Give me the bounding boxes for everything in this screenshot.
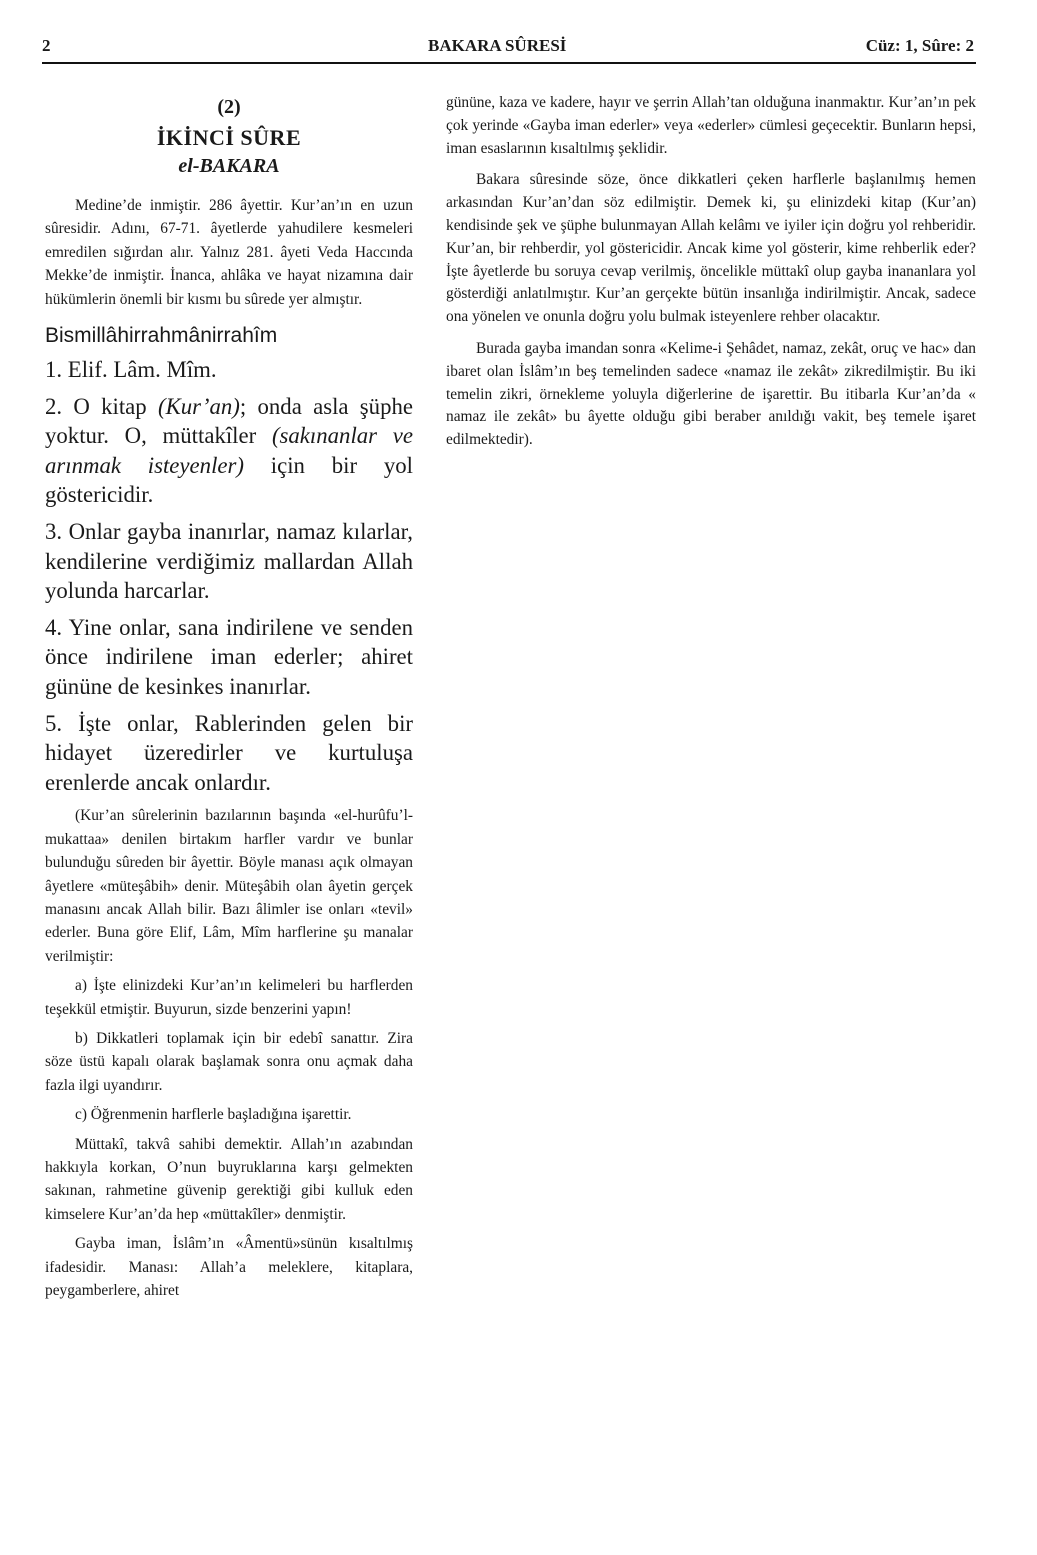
verse-2-part-c: ; onda asla şüphe yoktur. O, müttakîler: [45, 393, 413, 449]
surah-title: İKİNCİ SÛRE: [156, 125, 302, 150]
surah-subtitle: el-BAKARA: [178, 155, 280, 177]
commentary-namaz-zekat: Burada gayba imandan sonra «Kelime-i Şehâdet, namaz, zekât, oruç ve hac» dan ibaret olan İslâm’ın beş temelinden sadece «namaz ile zekât» zikredilmiştir. Bu iki temelin zikri, örnekleme yoluyla diğerlerine de işarettir. Bu itibarla Kur’an’da « namaz ile zekât» bu âyette olduğu gibi beraber anıldığı vakit, beş temele işaret edilmektedir).: [446, 339, 976, 449]
commentary-paragraph: (Kur’an sûrelerinin bazılarının başında «el-hurûfu’l-mukattaa» denilen birtakım harfler vardır ve bunlar bulunduğu sûreden bir âyettir. Böyle manası açık olmayan âyetlere «müteşâbih» denir. Müteşâbih olan âyetin gerçek manasını ancak Allah bilir. Bazı âlimler ise onları «tevil» ederler. Buna göre Elif, Lâm, Mîm harflerine şu manalar verilmiştir:: [45, 807, 413, 965]
verse-2-part-a: 2. O kitap: [45, 393, 158, 419]
verse-2-italic-kuran: (Kur’an): [157, 393, 240, 419]
bismillah: Bismillâhirrahmânirrahîm: [45, 324, 278, 348]
verse-2-part-e: için bir yol göstericidir.: [45, 452, 413, 508]
commentary-item-b: b) Dikkatleri toplamak için bir edebî sanattır. Zira söze üstü kapalı olarak başlamak sonra onu açmak daha fazla ilgi uyandırır.: [45, 1030, 413, 1094]
commentary-bakara: Bakara sûresinde söze, önce dikkatleri çeken harflerle başlanılmış hemen arkasından Kur’an’dan söz edilmiştir. Demek ki, şu elinizdeki kitap (Kur’an) kendisinde şek ve şüphe bulunmayan Allah kelâmı ve iyiler için doğru yol rehberidir. Kur’an, bir rehberdir, yol göstericidir. Ancak kime yol gösterir, kime rehberlik eder? İşte âyetlerde bu soruya cevap verilmiş, öncelikle müttakî olup gayba inananlara yol gösterdiği anlatılmıştır. Kur’an gerçekte bütün insanlığa indirilmiştir. Ancak, sadece ona yönelen ve onunla doğru yolu bulmak isteyenlere rehber olacaktır.: [446, 171, 976, 326]
surah-intro: Medine’de inmiştir. 286 âyettir. Kur’an’ın en uzun sûresidir. Adını, 67-71. âyetlerde yahudilere kesmeleri emredilen sığırdan alır. Yalnız 281. âyeti Veda Haccında Mekke’de inmiştir. İnanca, ahlâka ve hayat nizamına dair hükümlerin önemli bir kısmı bu sûrede yer almıştır.: [45, 197, 413, 308]
verse-2: [45, 392, 413, 510]
page-header: [42, 36, 976, 64]
commentary-continuation: gününe, kaza ve kadere, hayır ve şerrin Allah’tan olduğuna inanmaktır. Kur’an’ın pek çok yerinde «Gayba iman ederler» veya «ederler» cümlesi geçecektir. Bunların hepsi, iman esaslarının kısaltılmış şeklidir.: [446, 94, 976, 157]
running-title: BAKARA SÛRESİ: [428, 36, 567, 55]
verse-5: 5. İşte onlar, Rablerinden gelen bir hidayet üzeredirler ve kurtuluşa erenlerde ancak onlardır.: [45, 710, 413, 795]
verse-2-italic-gloss: (sakınanlar ve arınmak isteyenler): [45, 423, 413, 478]
surah-number: (2): [217, 96, 241, 118]
verse-1: 1. Elif. Lâm. Mîm.: [45, 357, 217, 383]
page-number: 2: [42, 36, 51, 55]
right-column: [446, 92, 976, 461]
commentary-item-c: c) Öğrenmenin harflerle başladığına işarettir.: [75, 1106, 352, 1124]
verse-3: 3. Onlar gayba inanırlar, namaz kılarlar, kendilerine verdiğimiz mallardan Allah yolunda harcarlar.: [45, 519, 413, 604]
verse-4: 4. Yine onlar, sana indirilene ve senden önce indirilene iman ederler; ahiret gününe de kesinkes inanırlar.: [45, 614, 413, 699]
commentary-gayba: Gayba iman, İslâm’ın «Âmentü»sünün kısaltılmış ifadesidir. Manası: Allah’a meleklere, kitaplara, peygamberlere, ahiret: [45, 1235, 413, 1300]
commentary-muttaki: Müttakî, takvâ sahibi demektir. Allah’ın azabından hakkıyla korkan, O’nun buyruklarına karşı gelmekten sakınan, rahmetine güvenip gerektiği gibi kulluk eden kimselere Kur’an’da hep «müttakîler» denmiştir.: [45, 1135, 413, 1223]
chapter-reference: Cüz: 1, Sûre: 2: [865, 36, 974, 55]
commentary-item-a: a) İşte elinizdeki Kur’an’ın kelimeleri bu harflerden teşekkül etmiştir. Buyurun, sizde benzerini yapın!: [45, 977, 413, 1018]
left-column: [45, 92, 413, 1308]
